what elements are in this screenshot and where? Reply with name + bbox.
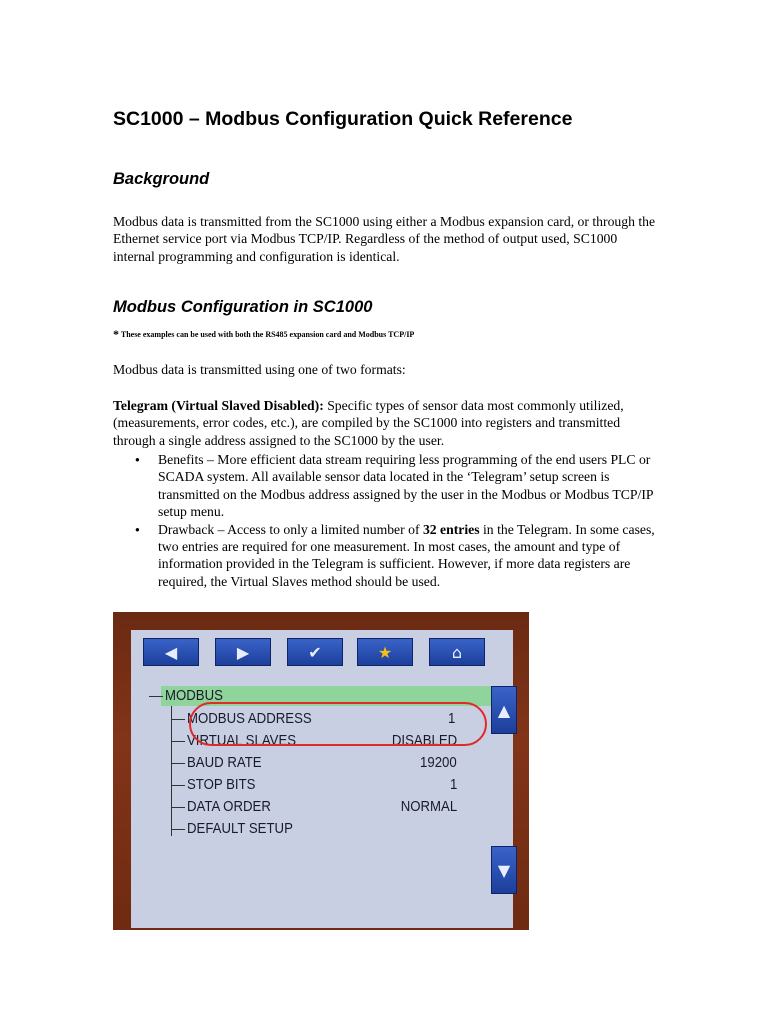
note-text: These examples can be used with both the RS485 expansion card and Modbus TCP/IP <box>120 330 415 339</box>
highlight-oval <box>189 702 487 746</box>
tree-branch <box>171 741 185 742</box>
star-icon: ★ <box>357 638 413 666</box>
check-icon: ✔ <box>287 638 343 666</box>
home-icon: ⌂ <box>429 638 485 666</box>
telegram-text: Specific types of sensor data most commonly utilized, (measurements, error codes, etc.), are compiled by the SC1000 into registers and transmitted through a single address assigned to the SC1000 by the user. <box>113 398 624 448</box>
menu-row-label: BAUD RATE <box>187 754 262 771</box>
menu-row-value: 19200 <box>420 754 457 771</box>
back-arrow-icon: ◀ <box>143 638 199 666</box>
drawback-bold: 32 entries <box>422 521 480 537</box>
page-title: SC1000 – Modbus Configuration Quick Reference <box>113 108 573 130</box>
forward-arrow-icon: ▶ <box>215 638 271 666</box>
tree-branch <box>171 763 185 764</box>
modbus-config-heading: Modbus Configuration in SC1000 <box>113 298 373 316</box>
tree-branch <box>171 719 185 720</box>
menu-row-label: MODBUS ADDRESS <box>187 710 312 727</box>
menu-row-value: 1 <box>449 776 457 793</box>
menu-row-value: DISABLED <box>391 732 457 749</box>
device-screen-photo <box>113 612 529 930</box>
menu-row-label: VIRTUAL SLAVES <box>187 732 297 749</box>
tree-branch <box>171 807 185 808</box>
menu-row-label: STOP BITS <box>187 776 256 793</box>
device-screen <box>131 630 513 928</box>
menu-row-label: DATA ORDER <box>187 798 271 815</box>
scroll-down-icon: ▼ <box>491 846 517 894</box>
menu-row-value: 1 <box>447 710 455 727</box>
telegram-paragraph <box>113 397 661 449</box>
drawback-item <box>158 521 658 591</box>
benefits-item: ● Benefits – More efficient data stream requiring less programming of the end users PLC or SCADA system. All available sensor data located in the ‘Telegram’ setup screen is transmitted on the Modbus address assigned by the user in the Modbus or Modbus TCP/IP setup menu. <box>158 451 658 521</box>
tree-branch <box>171 785 185 786</box>
formats-intro: Modbus data is transmitted using one of two formats: <box>113 362 406 377</box>
tree-trunk <box>171 706 172 836</box>
background-heading: Background <box>113 170 210 188</box>
tree-line <box>149 696 163 697</box>
menu-title: MODBUS <box>165 687 223 704</box>
note-asterisk: * <box>113 327 119 341</box>
compatibility-note <box>113 327 414 342</box>
scroll-up-icon: ▲ <box>491 686 517 734</box>
drawback-post: in the Telegram. In some cases, two entries are required for one measurement. In most cases, the amount and type of information provided in the Telegram is sufficient. However, if more data registers are required, the Virtual Slaves method should be used. <box>158 521 655 589</box>
telegram-bullets <box>113 451 658 590</box>
drawback-pre: Drawback – Access to only a limited number of <box>158 521 423 537</box>
background-paragraph: Modbus data is transmitted from the SC1000 using either a Modbus expansion card, or through the Ethernet service port via Modbus TCP/IP. Regardless of the method of output used, SC1000 internal programming and configuration is identical. <box>113 214 656 264</box>
menu-row-value: NORMAL <box>400 798 457 815</box>
telegram-label: Telegram (Virtual Slaved Disabled): <box>113 398 324 413</box>
tree-branch <box>171 829 185 830</box>
menu-row-label: DEFAULT SETUP <box>187 820 293 837</box>
